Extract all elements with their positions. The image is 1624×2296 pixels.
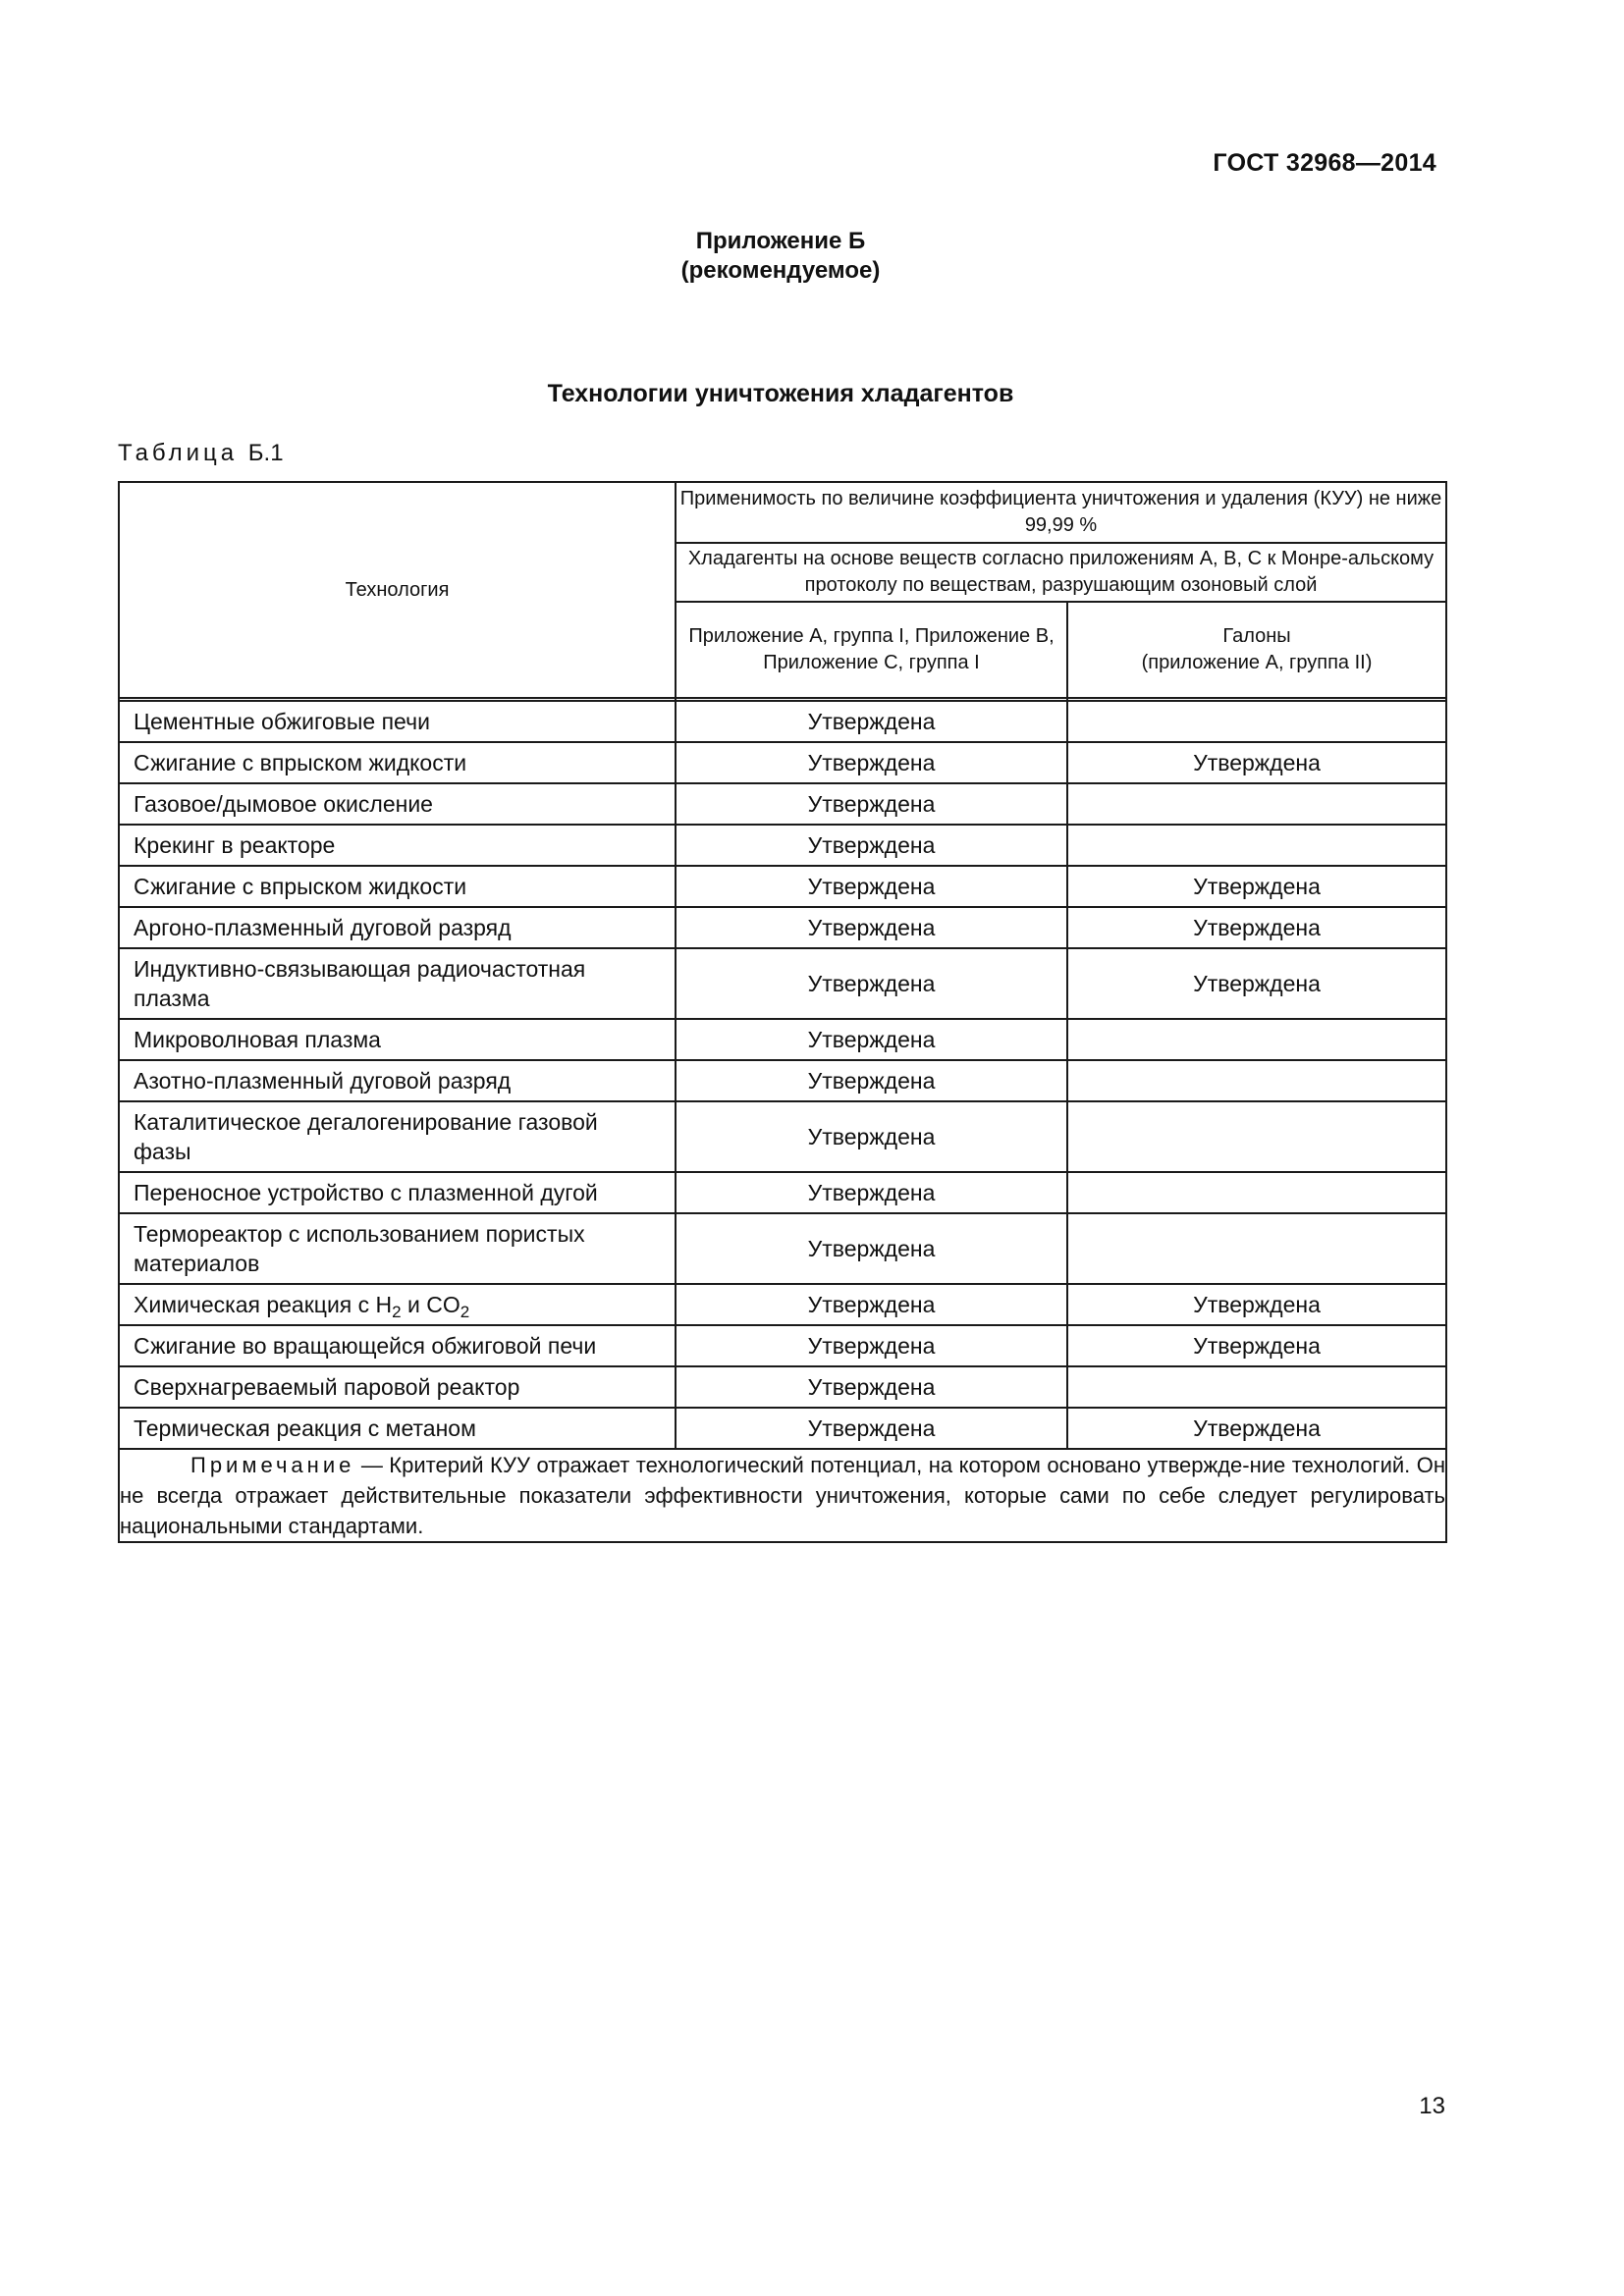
table-label-word: Таблица <box>118 440 239 466</box>
row-halons-status: Утверждена <box>1067 1284 1446 1325</box>
row-technology <box>119 1284 676 1325</box>
row-group1-status: Утверждена <box>676 1213 1067 1284</box>
table-row <box>119 742 1446 783</box>
row-technology: Термореактор с использованием пористых материалов <box>119 1213 676 1284</box>
table-row <box>119 1213 1446 1284</box>
row-group1-status: Утверждена <box>676 1366 1067 1408</box>
row-technology: Микроволновая плазма <box>119 1019 676 1060</box>
row-technology: Переносное устройство с плазменной дугой <box>119 1172 676 1213</box>
row-group1-status: Утверждена <box>676 1060 1067 1101</box>
row-technology-prefix: Химическая реакция с H <box>134 1292 393 1317</box>
row-halons-status <box>1067 1366 1446 1408</box>
row-halons-status <box>1067 1213 1446 1284</box>
header-technology: Технология <box>119 482 676 698</box>
row-technology: Сжигание с впрыском жидкости <box>119 866 676 907</box>
table-row <box>119 1101 1446 1172</box>
row-group1-status: Утверждена <box>676 907 1067 948</box>
row-group1-status: Утверждена <box>676 1284 1067 1325</box>
subscript-h2: 2 <box>392 1303 402 1321</box>
table-row <box>119 866 1446 907</box>
row-technology: Сжигание с впрыском жидкости <box>119 742 676 783</box>
table-row <box>119 825 1446 866</box>
table-label-number: Б.1 <box>247 440 284 466</box>
row-technology: Газовое/дымовое окисление <box>119 783 676 825</box>
row-group1-status: Утверждена <box>676 1172 1067 1213</box>
row-group1-status: Утверждена <box>676 783 1067 825</box>
subscript-co2: 2 <box>460 1303 470 1321</box>
row-halons-status: Утверждена <box>1067 1325 1446 1366</box>
row-group1-status: Утверждена <box>676 701 1067 742</box>
header-halons-sub: (приложение А, группа II) <box>1141 652 1373 673</box>
table-row <box>119 1284 1446 1325</box>
table-row <box>119 1019 1446 1060</box>
row-technology: Крекинг в реакторе <box>119 825 676 866</box>
table-note <box>119 1449 1446 1542</box>
row-halons-status <box>1067 783 1446 825</box>
row-group1-status: Утверждена <box>676 948 1067 1019</box>
table-row <box>119 701 1446 742</box>
row-technology: Сжигание во вращающейся обжиговой печи <box>119 1325 676 1366</box>
row-group1-status: Утверждена <box>676 742 1067 783</box>
note-label: Примечание <box>190 1453 355 1477</box>
row-technology: Индуктивно-связывающая радиочастотная плазма <box>119 948 676 1019</box>
row-halons-status: Утверждена <box>1067 907 1446 948</box>
row-group1-status: Утверждена <box>676 825 1067 866</box>
row-group1-status: Утверждена <box>676 1019 1067 1060</box>
table-row <box>119 1366 1446 1408</box>
table-row <box>119 783 1446 825</box>
header-applicability: Применимость по величине коэффициента уничтожения и удаления (КУУ) не ниже 99,99 % <box>676 482 1446 543</box>
table-row <box>119 907 1446 948</box>
row-halons-status <box>1067 1060 1446 1101</box>
row-group1-status: Утверждена <box>676 1408 1067 1449</box>
section-title: Технологии уничтожения хладагентов <box>547 380 1014 407</box>
row-group1-status: Утверждена <box>676 1101 1067 1172</box>
row-halons-status: Утверждена <box>1067 866 1446 907</box>
header-halons-title: Галоны <box>1222 625 1291 647</box>
row-halons-status <box>1067 825 1446 866</box>
table-row <box>119 1060 1446 1101</box>
header-refrigerants: Хладагенты на основе веществ согласно приложениям А, В, С к Монре-альскому протоколу по веществам, разрушающим озоновый слой <box>676 543 1446 602</box>
table-row <box>119 1408 1446 1449</box>
appendix-title: Приложение Б <box>695 228 866 254</box>
document-code: ГОСТ 32968—2014 <box>1213 149 1436 177</box>
appendix-status: (рекомендуемое) <box>680 257 881 284</box>
page-number: 13 <box>1419 2093 1445 2119</box>
row-halons-status <box>1067 1101 1446 1172</box>
row-technology: Цементные обжиговые печи <box>119 701 676 742</box>
row-halons-status: Утверждена <box>1067 1408 1446 1449</box>
row-group1-status: Утверждена <box>676 866 1067 907</box>
row-group1-status: Утверждена <box>676 1325 1067 1366</box>
header-group1: Приложение А, группа I, Приложение В, Приложение С, группа I <box>676 602 1067 698</box>
row-halons-status <box>1067 701 1446 742</box>
note-text: — Критерий КУУ отражает технологический потенциал, на котором основано утвержде-ние технологий. Он не всегда отражает действительные показатели эффективности уничтожения, которые сами по себе следует регулировать национальными стандартами. <box>120 1453 1446 1538</box>
table-row <box>119 948 1446 1019</box>
table-row <box>119 1172 1446 1213</box>
row-technology: Аргоно-плазменный дуговой разряд <box>119 907 676 948</box>
row-technology-mid: и CO <box>401 1292 460 1317</box>
row-technology: Сверхнагреваемый паровой реактор <box>119 1366 676 1408</box>
table-label <box>118 440 284 467</box>
row-halons-status: Утверждена <box>1067 948 1446 1019</box>
row-technology: Термическая реакция с метаном <box>119 1408 676 1449</box>
row-technology: Каталитическое дегалогенирование газовой фазы <box>119 1101 676 1172</box>
table-row <box>119 1325 1446 1366</box>
refrigerant-technology-table <box>118 481 1447 1543</box>
row-halons-status <box>1067 1172 1446 1213</box>
row-halons-status <box>1067 1019 1446 1060</box>
header-halons <box>1067 602 1446 698</box>
row-halons-status: Утверждена <box>1067 742 1446 783</box>
row-technology: Азотно-плазменный дуговой разряд <box>119 1060 676 1101</box>
